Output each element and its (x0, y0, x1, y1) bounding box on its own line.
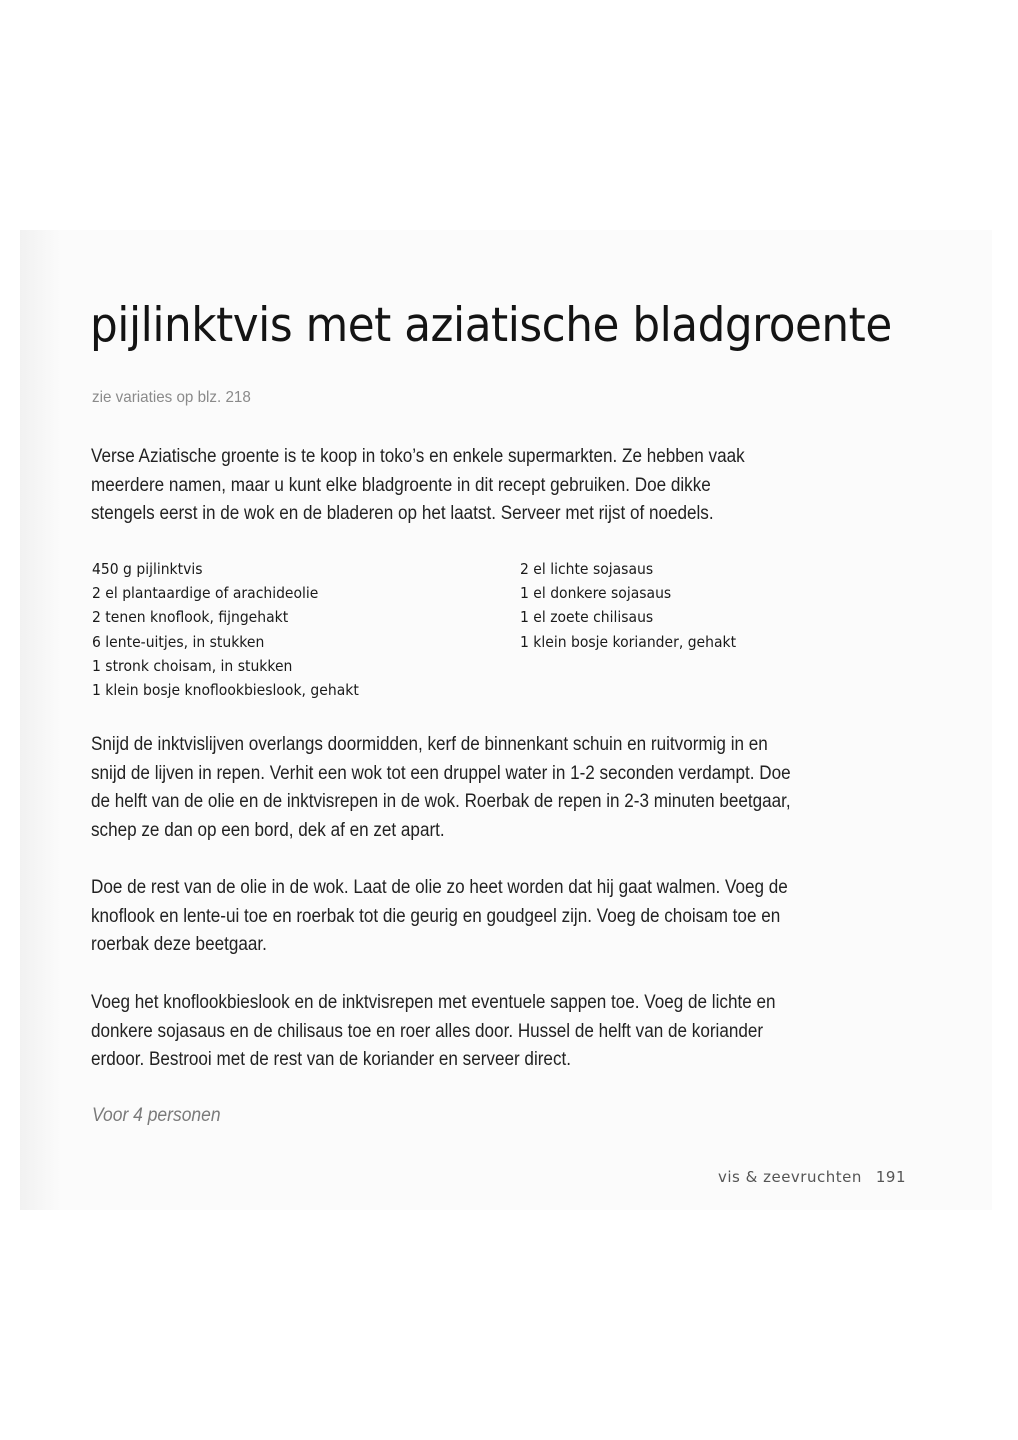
ingredient-item: 2 el plantaardige of arachideolie (92, 584, 319, 603)
step-line: de helft van de olie en de inktvisrepen in de wok. Roerbak de repen in 2-3 minuten beetgaar, (91, 791, 791, 812)
ingredient-item: 1 klein bosje koriander, gehakt (520, 632, 737, 651)
step-line: erdoor. Bestrooi met de rest van de koriander en serveer direct. (91, 1049, 571, 1070)
variations-note: zie variaties op blz. 218 (92, 389, 251, 406)
ingredients-list-right (520, 557, 736, 654)
intro-line: Verse Aziatische groente is te koop in toko’s en enkele supermarkten. Ze hebben vaak (91, 446, 745, 467)
intro-line: meerdere namen, maar u kunt elke bladgroente in dit recept gebruiken. Doe dikke (91, 474, 711, 496)
ingredient-item: 1 el zoete chilisaus (520, 608, 654, 627)
recipe-intro (91, 443, 910, 529)
recipe-title: pijlinktvis met aziatische bladgroente (90, 298, 892, 353)
intro-line: stengels eerst in de wok en de bladeren op het laatst. Serveer met rijst of noedels. (91, 503, 714, 524)
ingredient-item: 1 stronk choisam, in stukken (92, 656, 293, 675)
step-line: roerbak deze beetgaar. (91, 934, 267, 955)
section-name: vis & zeevruchten (718, 1168, 862, 1186)
page-footer (718, 1168, 906, 1186)
method-step-2 (91, 874, 910, 960)
ingredient-item: 6 lente-uitjes, in stukken (92, 632, 265, 651)
method-step-1 (91, 731, 910, 845)
step-line: Voeg het knoflookbieslook en de inktvisrepen met eventuele sappen toe. Voeg de lichte en (91, 992, 776, 1013)
step-line: schep ze dan op een bord, dek af en zet apart. (91, 819, 445, 841)
ingredient-item: 2 tenen knoflook, fijngehakt (92, 608, 289, 627)
step-line: knoflook en lente-ui toe en roerbak tot die geurig en goudgeel zijn. Voeg de choisam toe en (91, 905, 781, 927)
ingredient-item: 1 klein bosje knoflookbieslook, gehakt (92, 681, 359, 700)
ingredient-item: 2 el lichte sojasaus (520, 560, 654, 578)
page-number: 191 (875, 1168, 906, 1186)
servings-note: Voor 4 personen (92, 1105, 221, 1126)
step-line: Snijd de inktvislijven overlangs doormidden, kerf de binnenkant schuin en ruitvormig in en (91, 734, 768, 755)
method-step-3 (91, 989, 910, 1075)
ingredient-item: 450 g pijlinktvis (92, 560, 203, 578)
ingredients-list-left (92, 557, 359, 702)
ingredient-item: 1 el donkere sojasaus (520, 584, 672, 603)
step-line: Doe de rest van de olie in de wok. Laat de olie zo heet worden dat hij gaat walmen. Voeg de (91, 877, 788, 898)
step-line: snijd de lijven in repen. Verhit een wok tot een druppel water in 1-2 seconden verdampt. Doe (91, 762, 791, 784)
step-line: donkere sojasaus en de chilisaus toe en roer alles door. Hussel de helft van de koriander (91, 1020, 764, 1042)
